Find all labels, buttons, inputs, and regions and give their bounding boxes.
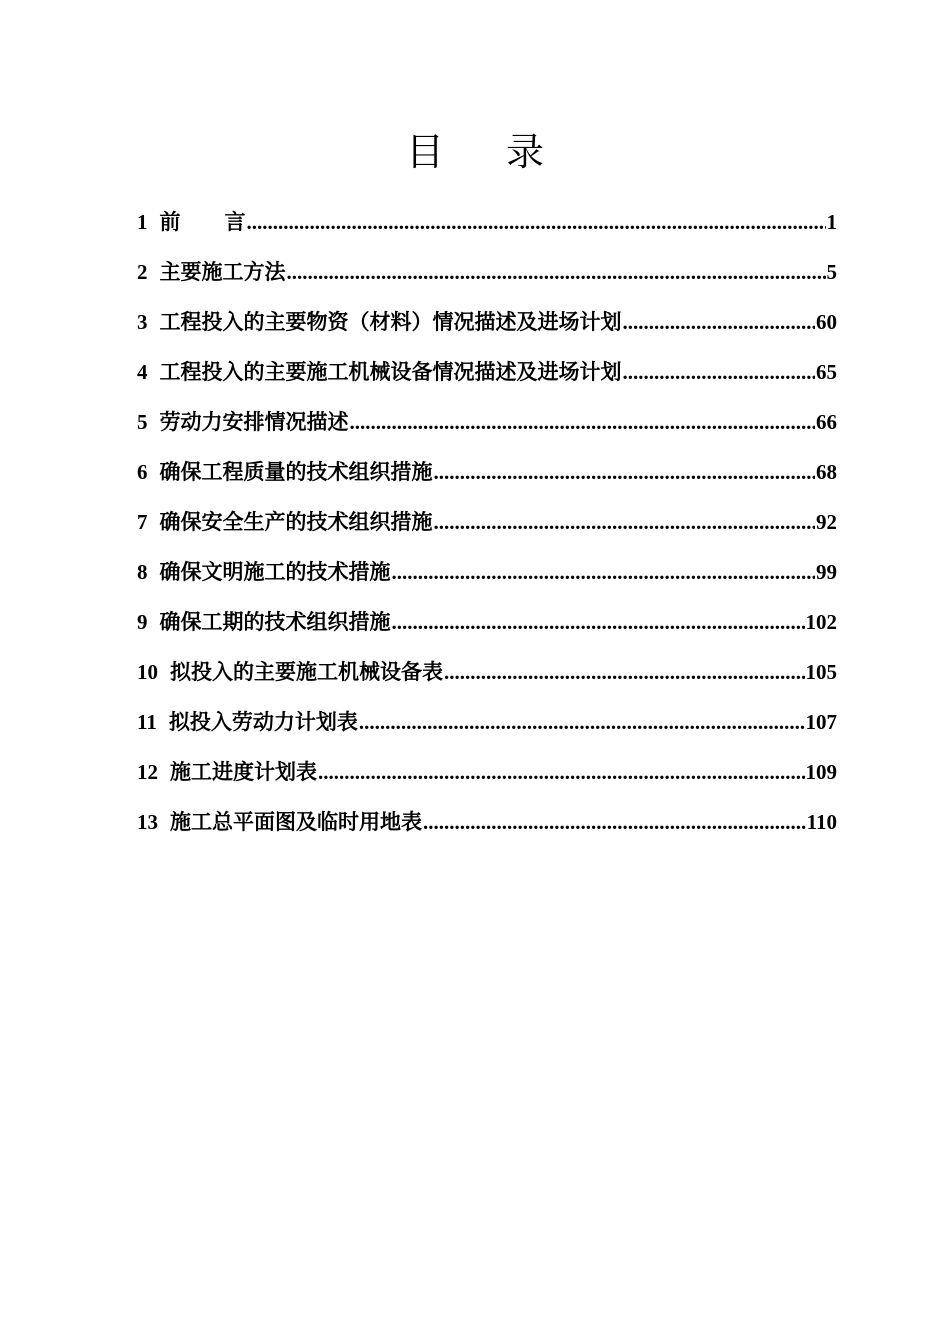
toc-entry-10[interactable] (137, 655, 837, 705)
toc-entry-label: 确保工期的技术组织措施 (159, 610, 391, 634)
toc-entry-page: 110 (806, 810, 837, 834)
toc-entry-page: 92 (816, 510, 837, 534)
toc-entry-label: 拟投入劳动力计划表 (168, 710, 358, 734)
toc-entry-number: 11 (137, 710, 157, 734)
toc-entry-page: 99 (816, 560, 837, 584)
toc-entry-3[interactable] (137, 305, 837, 355)
toc-entry-number: 4 (137, 360, 148, 384)
toc-entry-label-part-2: 言 (224, 210, 246, 234)
toc-entry-label: 劳动力安排情况描述 (159, 410, 349, 434)
toc-entry-page: 65 (816, 360, 837, 384)
toc-entry-label: 施工进度计划表 (170, 760, 317, 784)
dot-leader (423, 805, 806, 839)
toc-entry-label: 工程投入的主要施工机械设备情况描述及进场计划 (159, 360, 622, 384)
toc-entry-number: 9 (137, 610, 148, 634)
dot-leader (392, 605, 805, 639)
toc-entry-page: 107 (805, 710, 837, 734)
dot-leader (350, 405, 816, 439)
toc-entry-6[interactable] (137, 455, 837, 505)
toc-entry-label: 拟投入的主要施工机械设备表 (170, 660, 443, 684)
dot-leader (434, 505, 816, 539)
toc-entry-number: 10 (137, 660, 158, 684)
toc-entry-8[interactable] (137, 555, 837, 605)
toc-entry-label: 施工总平面图及临时用地表 (170, 810, 422, 834)
toc-entry-page: 1 (826, 210, 837, 234)
page-title (0, 128, 950, 176)
toc-entry-13[interactable] (137, 805, 837, 855)
toc-entry-label: 主要施工方法 (159, 260, 286, 284)
toc-entry-number: 2 (137, 260, 148, 284)
toc-entry-page: 105 (805, 660, 837, 684)
toc-entry-1[interactable] (137, 205, 837, 255)
toc-entry-number: 8 (137, 560, 148, 584)
toc-entry-9[interactable] (137, 605, 837, 655)
toc-entry-label: 工程投入的主要物资（材料）情况描述及进场计划 (159, 310, 622, 334)
toc-entry-number: 12 (137, 760, 158, 784)
dot-leader (359, 705, 805, 739)
toc-entry-12[interactable] (137, 755, 837, 805)
toc-entry-label: 确保文明施工的技术措施 (159, 560, 391, 584)
dot-leader (392, 555, 816, 589)
toc-entry-page: 66 (816, 410, 837, 434)
toc-entry-11[interactable] (137, 705, 837, 755)
title-char-2: 录 (506, 130, 545, 174)
toc-entry-label: 确保安全生产的技术组织措施 (159, 510, 433, 534)
dot-leader (287, 255, 826, 289)
dot-leader (247, 205, 826, 239)
toc-entry-page: 109 (805, 760, 837, 784)
dot-leader (318, 755, 805, 789)
dot-leader (434, 455, 816, 489)
toc-entry-7[interactable] (137, 505, 837, 555)
toc-entry-number: 1 (137, 210, 148, 234)
toc-entry-label-part-1: 前 (159, 210, 181, 234)
dot-leader (623, 305, 816, 339)
toc-entry-number: 13 (137, 810, 158, 834)
title-char-1: 目 (405, 130, 444, 174)
toc-entry-page: 5 (826, 260, 837, 284)
toc-entry-number: 6 (137, 460, 148, 484)
dot-leader (623, 355, 816, 389)
toc-entry-number: 5 (137, 410, 148, 434)
toc-entry-number: 7 (137, 510, 148, 534)
toc-entry-number: 3 (137, 310, 148, 334)
toc-entry-5[interactable] (137, 405, 837, 455)
dot-leader (444, 655, 805, 689)
toc-entry-4[interactable] (137, 355, 837, 405)
toc-entry-page: 60 (816, 310, 837, 334)
toc-entry-label (160, 205, 246, 239)
toc-entry-2[interactable] (137, 255, 837, 305)
toc-entry-page: 102 (805, 610, 837, 634)
table-of-contents (137, 205, 837, 855)
toc-entry-label: 确保工程质量的技术组织措施 (159, 460, 433, 484)
toc-entry-page: 68 (816, 460, 837, 484)
